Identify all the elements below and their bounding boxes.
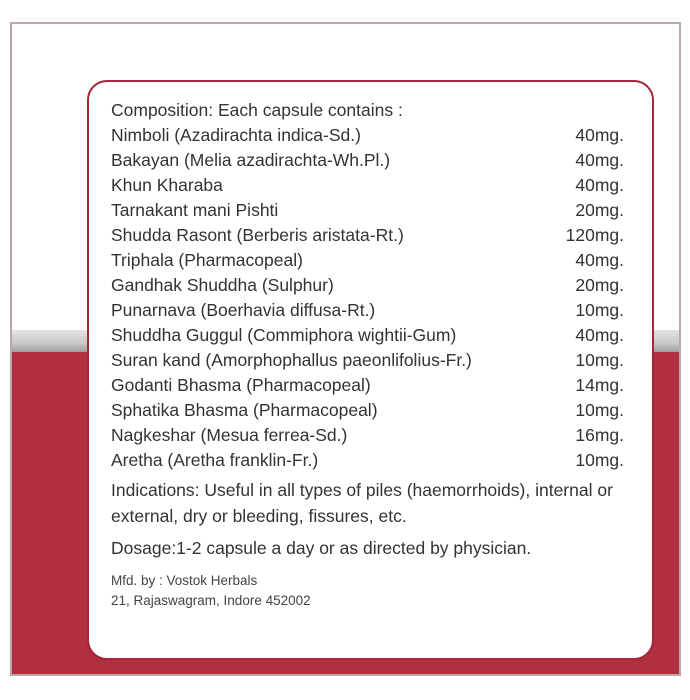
composition-row — [111, 198, 630, 223]
composition-list — [111, 123, 630, 473]
ingredient-amount: 40mg. — [575, 175, 624, 195]
composition-row — [111, 248, 630, 273]
ingredient-name: Gandhak Shuddha (Sulphur) — [111, 275, 334, 295]
ingredient-name: Suran kand (Amorphophallus paeonlifolius-Fr.) — [111, 350, 472, 370]
manufacturer-block — [111, 571, 630, 611]
ingredient-amount: 10mg. — [575, 350, 624, 370]
ingredient-amount: 10mg. — [575, 300, 624, 320]
composition-row — [111, 173, 630, 198]
ingredient-name: Khun Kharaba — [111, 175, 223, 195]
ingredient-amount: 10mg. — [575, 400, 624, 420]
ingredient-name: Bakayan (Melia azadirachta-Wh.Pl.) — [111, 150, 391, 170]
composition-row — [111, 373, 630, 398]
composition-row — [111, 123, 630, 148]
ingredient-amount: 40mg. — [575, 150, 624, 170]
composition-row — [111, 323, 630, 348]
manufacturer-name: Mfd. by : Vostok Herbals — [111, 573, 258, 588]
indications-text: Indications: Useful in all types of piles (haemorrhoids), internal or external, dry or bleeding, fissures, etc. — [111, 480, 613, 526]
composition-row — [111, 273, 630, 298]
ingredient-amount: 20mg. — [575, 275, 624, 295]
ingredient-amount: 120mg. — [565, 225, 624, 245]
ingredient-amount: 40mg. — [575, 250, 624, 270]
composition-row — [111, 298, 630, 323]
ingredient-amount: 40mg. — [575, 125, 624, 145]
ingredient-amount: 14mg. — [575, 375, 624, 395]
ingredient-amount: 40mg. — [575, 325, 624, 345]
composition-row — [111, 398, 630, 423]
ingredient-name: Nagkeshar (Mesua ferrea-Sd.) — [111, 425, 348, 445]
composition-row — [111, 148, 630, 173]
manufacturer-address: 21, Rajaswagram, Indore 452002 — [111, 593, 311, 608]
ingredient-name: Aretha (Aretha franklin-Fr.) — [111, 450, 319, 470]
composition-row — [111, 348, 630, 373]
ingredient-name: Sphatika Bhasma (Pharmacopeal) — [111, 400, 378, 420]
ingredient-name: Shudda Rasont (Berberis aristata-Rt.) — [111, 225, 404, 245]
ingredient-name: Triphala (Pharmacopeal) — [111, 250, 303, 270]
dosage-text: Dosage:1-2 capsule a day or as directed by physician. — [111, 538, 532, 558]
info-panel — [87, 80, 654, 660]
composition-row — [111, 448, 630, 473]
composition-row — [111, 223, 630, 248]
ingredient-name: Godanti Bhasma (Pharmacopeal) — [111, 375, 371, 395]
composition-heading: Composition: Each capsule contains : — [111, 100, 403, 120]
ingredient-name: Punarnava (Boerhavia diffusa-Rt.) — [111, 300, 376, 320]
ingredient-amount: 20mg. — [575, 200, 624, 220]
ingredient-name: Shuddha Guggul (Commiphora wightii-Gum) — [111, 325, 457, 345]
ingredient-amount: 16mg. — [575, 425, 624, 445]
ingredient-name: Tarnakant mani Pishti — [111, 200, 279, 220]
package-label — [10, 22, 681, 676]
composition-row — [111, 423, 630, 448]
ingredient-name: Nimboli (Azadirachta indica-Sd.) — [111, 125, 361, 145]
ingredient-amount: 10mg. — [575, 450, 624, 470]
